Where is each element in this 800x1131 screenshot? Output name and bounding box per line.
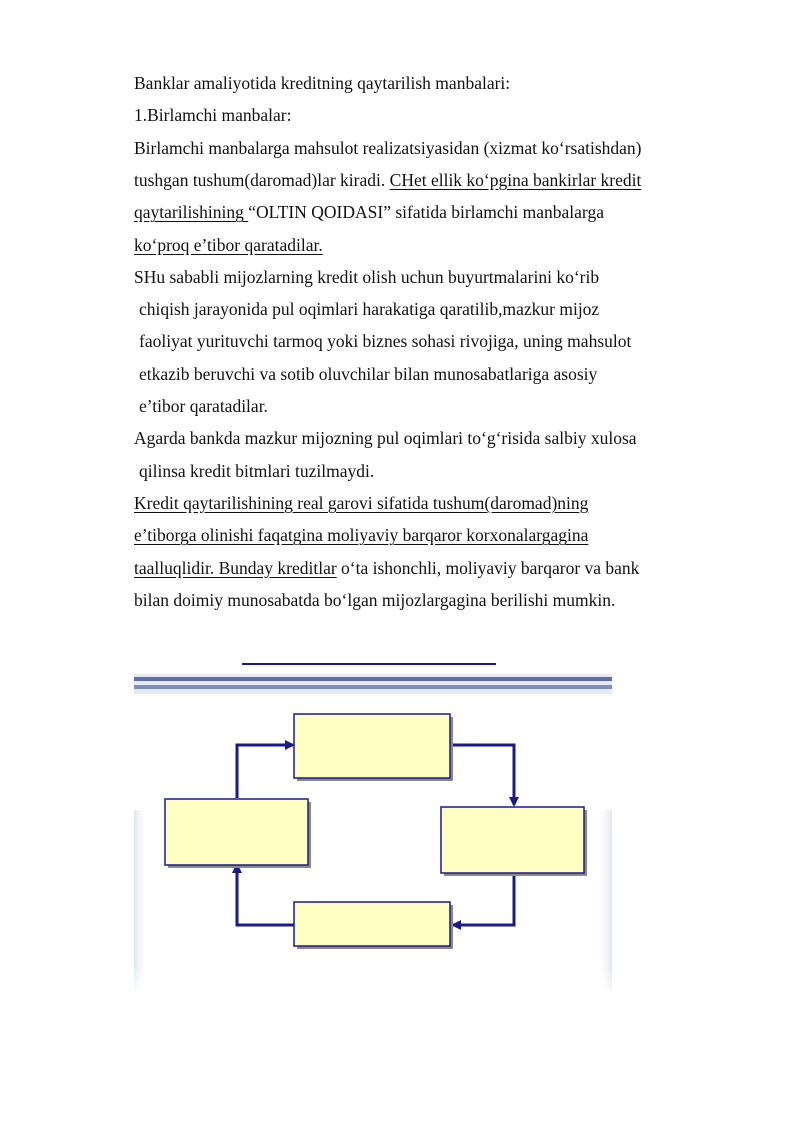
box-right <box>441 807 584 873</box>
arrow-left-to-top <box>237 745 293 798</box>
text-span: tushgan tushum(daromad)lar kiradi. <box>134 169 390 190</box>
box-bottom <box>294 902 450 946</box>
text-span: e’tibor qaratadilar. <box>139 396 268 416</box>
text-span: SHu sababli mijozlarning kredit olish uchun buyurtmalarini ko‘rib <box>134 266 600 287</box>
text-span: faoliyat yurituvchi tarmoq yoki biznes sohasi rivojiga, uning mahsulot <box>139 331 632 352</box>
text-span: 1.Birlamchi manbalar: <box>134 105 292 126</box>
text-span: etkazib beruvchi va sotib oluvchilar bilan munosabatlariga asosiy <box>139 363 598 384</box>
arrow-right-to-bottom <box>453 872 514 925</box>
box-top <box>294 714 450 778</box>
underlined-text: CHet ellik ko‘pgina bankirlar kredit <box>389 169 642 190</box>
arrow-top-to-right <box>452 745 514 805</box>
underlined-text: ko‘proq e’tibor qaratadilar. <box>134 234 323 255</box>
text-span: o‘ta ishonchli, moliyaviy barqaror va bank <box>336 557 640 578</box>
text-span: “OLTIN QOIDASI” sifatida birlamchi manbalarga <box>248 202 604 223</box>
text-span: Banklar amaliyotida kreditning qaytarilish manbalari: <box>134 73 511 93</box>
underlined-text: e’tiborga olinishi faqatgina moliyaviy barqaror korxonalargagina <box>134 525 589 546</box>
text-span: chiqish jarayonida pul oqimlari harakatiga qaratilib,mazkur mijoz <box>139 299 600 320</box>
text-span: bilan doimiy munosabatda bo‘lgan mijozlargagina berilishi mumkin. <box>134 589 616 610</box>
text-span: Agarda bankda mazkur mijozning pul oqimlari to‘g‘risida salbiy xulosa <box>134 428 637 449</box>
underlined-text: taalluqlidir. Bunday kreditlar <box>134 557 337 578</box>
text-span: Birlamchi manbalarga mahsulot realizatsiyasidan (xizmat ko‘rsatishdan) <box>134 137 642 158</box>
header-rule-bottom <box>134 685 612 689</box>
arrow-bottom-to-left <box>237 865 295 925</box>
underlined-text: qaytarilishining <box>134 202 249 223</box>
text-span: qilinsa kredit bitmlari tuzilmaydi. <box>139 460 375 481</box>
box-left <box>165 799 308 865</box>
underlined-text: Kredit qaytarilishining real garovi sifatida tushum(daromad)ning <box>134 492 589 513</box>
bottom-fade <box>130 965 620 997</box>
header-rule-top <box>134 677 612 681</box>
